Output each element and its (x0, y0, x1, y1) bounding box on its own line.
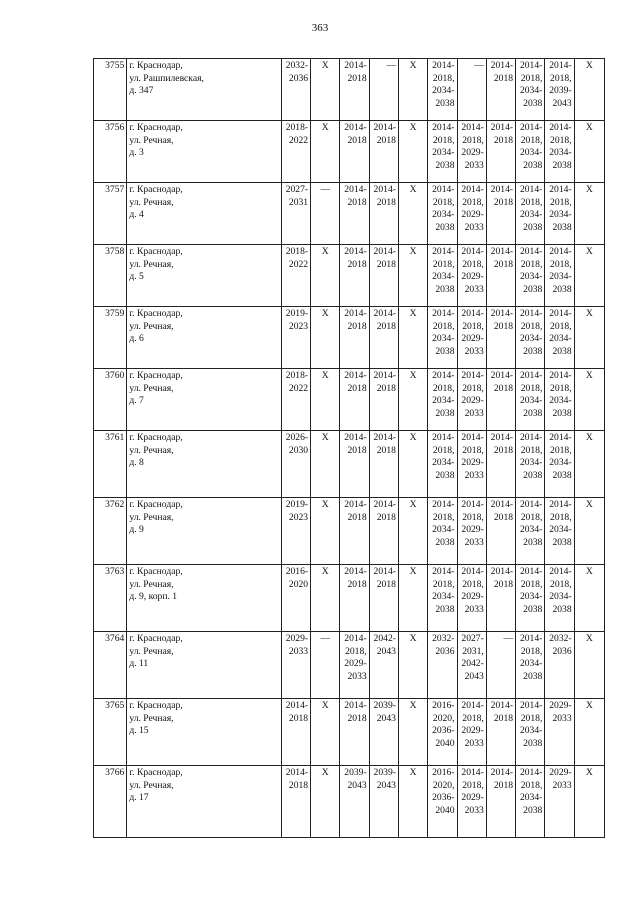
schedule-cell: 2014- 2018 (486, 245, 515, 307)
schedule-cell: 2014- 2018, 2034- 2038 (516, 699, 545, 766)
address-cell: г. Краснодар, ул. Речная, д. 9, корп. 1 (127, 565, 282, 632)
schedule-cell: 2014- 2018, 2034- 2038 (428, 498, 457, 565)
schedule-cell: Х (398, 59, 427, 121)
row-number-cell: 3756 (94, 121, 127, 183)
schedule-cell: 2014- 2018 (369, 431, 398, 498)
schedule-cell: 2014- 2018, 2029- 2033 (457, 766, 486, 838)
address-cell: г. Краснодар, ул. Речная, д. 4 (127, 183, 282, 245)
table-row (94, 498, 605, 565)
row-number-cell: 3760 (94, 369, 127, 431)
schedule-cell: Х (398, 121, 427, 183)
schedule-cell: 2042- 2043 (369, 632, 398, 699)
schedule-cell: 2019- 2023 (281, 307, 310, 369)
schedule-cell: 2014- 2018, 2034- 2038 (516, 183, 545, 245)
schedule-cell: Х (574, 632, 604, 699)
schedule-cell: Х (398, 565, 427, 632)
schedule-cell: Х (311, 431, 340, 498)
schedule-cell: 2027- 2031, 2042- 2043 (457, 632, 486, 699)
schedule-cell: 2014- 2018, 2034- 2038 (428, 431, 457, 498)
schedule-cell: 2014- 2018 (369, 183, 398, 245)
address-cell: г. Краснодар, ул. Речная, д. 5 (127, 245, 282, 307)
schedule-cell: Х (398, 699, 427, 766)
schedule-cell: Х (311, 59, 340, 121)
schedule-cell: 2014- 2018, 2034- 2038 (428, 59, 457, 121)
schedule-cell: 2014- 2018 (486, 498, 515, 565)
schedule-cell: Х (574, 59, 604, 121)
schedule-cell: 2014- 2018, 2034- 2038 (545, 121, 574, 183)
schedule-cell: 2032- 2036 (281, 59, 310, 121)
schedule-cell: 2016- 2020, 2036- 2040 (428, 766, 457, 838)
schedule-cell: 2018- 2022 (281, 121, 310, 183)
schedule-cell: 2014- 2018, 2029- 2033 (340, 632, 369, 699)
schedule-cell: 2014- 2018, 2034- 2038 (428, 245, 457, 307)
schedule-cell: 2014- 2018, 2039- 2043 (545, 59, 574, 121)
schedule-cell: Х (574, 498, 604, 565)
schedule-cell: 2014- 2018, 2034- 2038 (516, 307, 545, 369)
schedule-cell: 2014- 2018, 2029- 2033 (457, 121, 486, 183)
schedule-cell: 2014- 2018, 2034- 2038 (516, 498, 545, 565)
row-number-cell: 3764 (94, 632, 127, 699)
schedule-cell: 2014- 2018 (340, 183, 369, 245)
schedule-cell: 2014- 2018 (281, 699, 310, 766)
schedule-cell: 2026- 2030 (281, 431, 310, 498)
schedule-cell: 2014- 2018 (340, 431, 369, 498)
schedule-cell: Х (311, 369, 340, 431)
schedule-cell: Х (311, 699, 340, 766)
address-cell: г. Краснодар, ул. Речная, д. 11 (127, 632, 282, 699)
schedule-cell: 2014- 2018, 2029- 2033 (457, 183, 486, 245)
schedule-cell: 2014- 2018 (486, 59, 515, 121)
schedule-cell: 2014- 2018 (340, 121, 369, 183)
schedule-cell: — (369, 59, 398, 121)
schedule-cell: 2019- 2023 (281, 498, 310, 565)
schedule-cell: — (311, 183, 340, 245)
schedule-cell: 2014- 2018 (486, 121, 515, 183)
schedule-cell: 2014- 2018, 2029- 2033 (457, 369, 486, 431)
schedule-cell: 2018- 2022 (281, 369, 310, 431)
schedule-cell: 2014- 2018, 2029- 2033 (457, 699, 486, 766)
schedule-cell: 2014- 2018, 2034- 2038 (545, 498, 574, 565)
schedule-cell: 2014- 2018, 2034- 2038 (545, 431, 574, 498)
schedule-cell: 2014- 2018 (369, 565, 398, 632)
schedule-cell: 2014- 2018 (281, 766, 310, 838)
schedule-cell: Х (574, 245, 604, 307)
schedule-cell: 2027- 2031 (281, 183, 310, 245)
table-row (94, 183, 605, 245)
table-body (94, 59, 605, 838)
schedule-cell: 2014- 2018, 2034- 2038 (428, 565, 457, 632)
schedule-cell: 2014- 2018, 2034- 2038 (428, 121, 457, 183)
schedule-cell: Х (311, 245, 340, 307)
schedule-cell: 2014- 2018, 2034- 2038 (516, 431, 545, 498)
schedule-cell: Х (574, 431, 604, 498)
schedule-cell: 2014- 2018, 2034- 2038 (428, 307, 457, 369)
schedule-cell: 2014- 2018, 2034- 2038 (545, 245, 574, 307)
page-number: 363 (311, 22, 329, 34)
schedule-cell: 2014- 2018, 2029- 2033 (457, 245, 486, 307)
schedule-cell: 2014- 2018, 2034- 2038 (428, 183, 457, 245)
schedule-cell: 2014- 2018 (369, 498, 398, 565)
table-row (94, 766, 605, 838)
schedule-cell: — (457, 59, 486, 121)
schedule-cell: Х (398, 632, 427, 699)
schedule-cell: Х (574, 369, 604, 431)
table-row (94, 632, 605, 699)
schedule-cell: 2014- 2018 (340, 307, 369, 369)
row-number-cell: 3765 (94, 699, 127, 766)
schedule-cell: 2014- 2018, 2029- 2033 (457, 431, 486, 498)
schedule-cell: 2014- 2018 (369, 245, 398, 307)
schedule-cell: 2029- 2033 (545, 766, 574, 838)
schedule-cell: — (486, 632, 515, 699)
schedule-cell: 2014- 2018 (340, 498, 369, 565)
address-cell: г. Краснодар, ул. Речная, д. 9 (127, 498, 282, 565)
address-cell: г. Краснодар, ул. Речная, д. 8 (127, 431, 282, 498)
row-number-cell: 3766 (94, 766, 127, 838)
row-number-cell: 3755 (94, 59, 127, 121)
schedule-cell: 2014- 2018, 2034- 2038 (516, 59, 545, 121)
table-row (94, 369, 605, 431)
schedule-cell: Х (574, 121, 604, 183)
schedule-cell: Х (398, 245, 427, 307)
schedule-cell: 2039- 2043 (340, 766, 369, 838)
address-cell: г. Краснодар, ул. Речная, д. 15 (127, 699, 282, 766)
schedule-cell: 2014- 2018 (486, 431, 515, 498)
schedule-cell: 2014- 2018, 2034- 2038 (516, 632, 545, 699)
schedule-cell: 2032- 2036 (545, 632, 574, 699)
schedule-cell: 2016- 2020 (281, 565, 310, 632)
row-number-cell: 3762 (94, 498, 127, 565)
schedule-cell: Х (398, 307, 427, 369)
table-row (94, 121, 605, 183)
row-number-cell: 3758 (94, 245, 127, 307)
schedule-cell: 2014- 2018, 2034- 2038 (516, 369, 545, 431)
schedule-cell: 2014- 2018 (486, 699, 515, 766)
schedule-cell: Х (398, 431, 427, 498)
row-number-cell: 3759 (94, 307, 127, 369)
schedule-cell: Х (311, 498, 340, 565)
address-cell: г. Краснодар, ул. Рашпилевская, д. 347 (127, 59, 282, 121)
schedule-cell: 2014- 2018 (486, 565, 515, 632)
schedule-cell: 2014- 2018 (340, 565, 369, 632)
schedule-cell: 2039- 2043 (369, 766, 398, 838)
table-row (94, 431, 605, 498)
schedule-cell: 2014- 2018, 2034- 2038 (545, 565, 574, 632)
schedule-cell: Х (398, 369, 427, 431)
schedule-cell: 2014- 2018 (486, 183, 515, 245)
schedule-cell: — (311, 632, 340, 699)
schedule-cell: Х (311, 307, 340, 369)
schedule-cell: Х (311, 565, 340, 632)
table-row (94, 245, 605, 307)
schedule-cell: Х (398, 183, 427, 245)
table-row (94, 59, 605, 121)
row-number-cell: 3763 (94, 565, 127, 632)
schedule-cell: 2014- 2018 (340, 245, 369, 307)
schedule-cell: 2014- 2018 (486, 307, 515, 369)
schedule-cell: 2014- 2018, 2034- 2038 (545, 183, 574, 245)
schedule-cell: Х (574, 183, 604, 245)
schedule-cell: 2014- 2018, 2034- 2038 (516, 245, 545, 307)
schedule-cell: 2014- 2018, 2029- 2033 (457, 498, 486, 565)
table-row (94, 307, 605, 369)
schedule-cell: 2014- 2018 (340, 59, 369, 121)
schedule-cell: 2029- 2033 (281, 632, 310, 699)
schedule-cell: Х (574, 565, 604, 632)
schedule-cell: 2018- 2022 (281, 245, 310, 307)
address-cell: г. Краснодар, ул. Речная, д. 7 (127, 369, 282, 431)
schedule-cell: Х (574, 699, 604, 766)
schedule-cell: Х (311, 121, 340, 183)
schedule-cell: 2014- 2018, 2029- 2033 (457, 307, 486, 369)
schedule-cell: Х (398, 498, 427, 565)
table-row (94, 699, 605, 766)
schedule-cell: Х (574, 766, 604, 838)
schedule-cell: Х (398, 766, 427, 838)
schedule-cell: 2016- 2020, 2036- 2040 (428, 699, 457, 766)
schedule-cell: 2039- 2043 (369, 699, 398, 766)
address-cell: г. Краснодар, ул. Речная, д. 3 (127, 121, 282, 183)
schedule-cell: 2014- 2018 (340, 369, 369, 431)
address-cell: г. Краснодар, ул. Речная, д. 17 (127, 766, 282, 838)
schedule-cell: 2014- 2018 (369, 369, 398, 431)
schedule-cell: 2032- 2036 (428, 632, 457, 699)
schedule-cell: 2014- 2018, 2034- 2038 (545, 369, 574, 431)
row-number-cell: 3757 (94, 183, 127, 245)
schedule-cell: 2014- 2018 (486, 369, 515, 431)
schedule-cell: 2014- 2018, 2034- 2038 (428, 369, 457, 431)
schedule-cell: 2014- 2018 (486, 766, 515, 838)
schedule-cell: 2014- 2018 (340, 699, 369, 766)
repair-schedule-table (93, 58, 605, 838)
schedule-cell: 2029- 2033 (545, 699, 574, 766)
schedule-cell: 2014- 2018 (369, 307, 398, 369)
schedule-cell: 2014- 2018, 2029- 2033 (457, 565, 486, 632)
row-number-cell: 3761 (94, 431, 127, 498)
schedule-cell: 2014- 2018, 2034- 2038 (545, 307, 574, 369)
schedule-cell: 2014- 2018, 2034- 2038 (516, 121, 545, 183)
schedule-cell: 2014- 2018 (369, 121, 398, 183)
schedule-cell: Х (311, 766, 340, 838)
schedule-cell: 2014- 2018, 2034- 2038 (516, 565, 545, 632)
schedule-cell: Х (574, 307, 604, 369)
table-row (94, 565, 605, 632)
schedule-cell: 2014- 2018, 2034- 2038 (516, 766, 545, 838)
address-cell: г. Краснодар, ул. Речная, д. 6 (127, 307, 282, 369)
